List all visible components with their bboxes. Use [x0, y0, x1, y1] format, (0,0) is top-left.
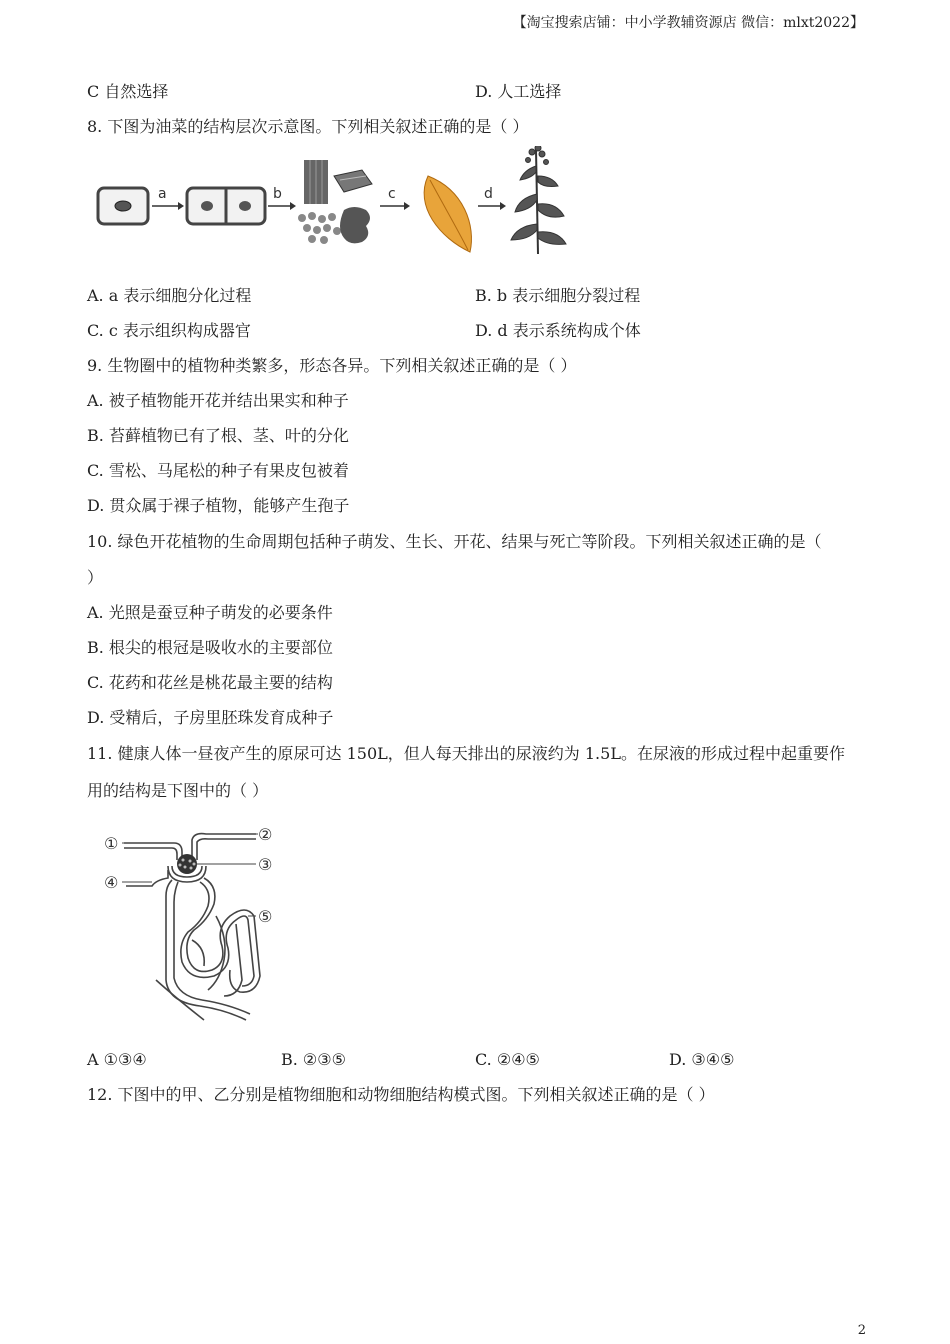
single-cell-image — [98, 188, 148, 224]
label-b: b — [273, 186, 282, 202]
page-number: 2 — [857, 1323, 866, 1338]
q9-option-b: B. 苔藓植物已有了根、茎、叶的分化 — [87, 426, 349, 445]
arrow-a — [152, 186, 184, 210]
q11-option-d: D. ③④⑤ — [669, 1050, 735, 1069]
q8-structure-level-figure — [92, 146, 572, 258]
q9-option-d: D. 贯众属于裸子植物，能够产生孢子 — [87, 496, 350, 515]
q8-option-c: C. c 表示组织构成器官 — [87, 321, 251, 340]
q9-option-c: C. 雪松、马尾松的种子有果皮包被着 — [87, 461, 349, 480]
label-a: a — [158, 186, 167, 202]
q11-option-a: A ①③④ — [87, 1050, 147, 1069]
label-1: ① — [104, 834, 119, 853]
q8-option-d: D. d 表示系统构成个体 — [475, 321, 641, 340]
tissues-image — [298, 160, 372, 244]
arrow-c — [380, 186, 410, 210]
label-5: ⑤ — [258, 907, 273, 926]
q12-stem: 12. 下图中的甲、乙分别是植物细胞和动物细胞结构模式图。下列相关叙述正确的是（ ） — [87, 1085, 715, 1104]
q11-stem-line1: 11. 健康人体一昼夜产生的原尿可达 150L，但人每天排出的尿液约为 1.5L。在尿液的形成过程中起重要作 — [87, 744, 845, 763]
q10-option-d: D. 受精后，子房里胚珠发育成种子 — [87, 708, 334, 727]
page-header: 【淘宝搜索店铺：中小学教辅资源店 微信：mlxt2022】 — [512, 15, 864, 31]
label-2: ② — [258, 825, 273, 844]
q7-option-d: D. 人工选择 — [475, 82, 562, 101]
q8-option-b: B. b 表示细胞分裂过程 — [475, 286, 641, 305]
arrow-b — [268, 186, 296, 210]
q7-option-c: C 自然选择 — [87, 82, 169, 101]
nephron-diagram — [96, 820, 286, 1025]
q10-option-c: C. 花药和花丝是桃花最主要的结构 — [87, 673, 333, 692]
label-4: ④ — [104, 873, 119, 892]
q10-stem-line1: 10. 绿色开花植物的生命周期包括种子萌发、生长、开花、结果与死亡等阶段。下列相关叙述正确的是（ — [87, 532, 822, 551]
rape-plant-image — [511, 146, 566, 254]
leaf-image — [424, 176, 471, 252]
q10-stem-line2: ） — [87, 568, 104, 587]
label-c: c — [388, 186, 396, 202]
q11-option-b: B. ②③⑤ — [281, 1050, 346, 1069]
label-d: d — [484, 186, 493, 202]
q10-option-b: B. 根尖的根冠是吸收水的主要部位 — [87, 638, 333, 657]
q8-stem: 8. 下图为油菜的结构层次示意图。下列相关叙述正确的是（ ） — [87, 117, 529, 136]
label-3: ③ — [258, 855, 273, 874]
q10-option-a: A. 光照是蚕豆种子萌发的必要条件 — [87, 603, 333, 622]
q9-stem: 9. 生物圈中的植物种类繁多，形态各异。下列相关叙述正确的是（ ） — [87, 356, 577, 375]
q9-option-a: A. 被子植物能开花并结出果实和种子 — [87, 391, 349, 410]
q11-stem-line2: 用的结构是下图中的（ ） — [87, 781, 269, 800]
q8-option-a: A. a 表示细胞分化过程 — [87, 286, 252, 305]
arrow-d — [478, 186, 506, 210]
two-cells-image — [187, 188, 265, 224]
q11-option-c: C. ②④⑤ — [475, 1050, 540, 1069]
